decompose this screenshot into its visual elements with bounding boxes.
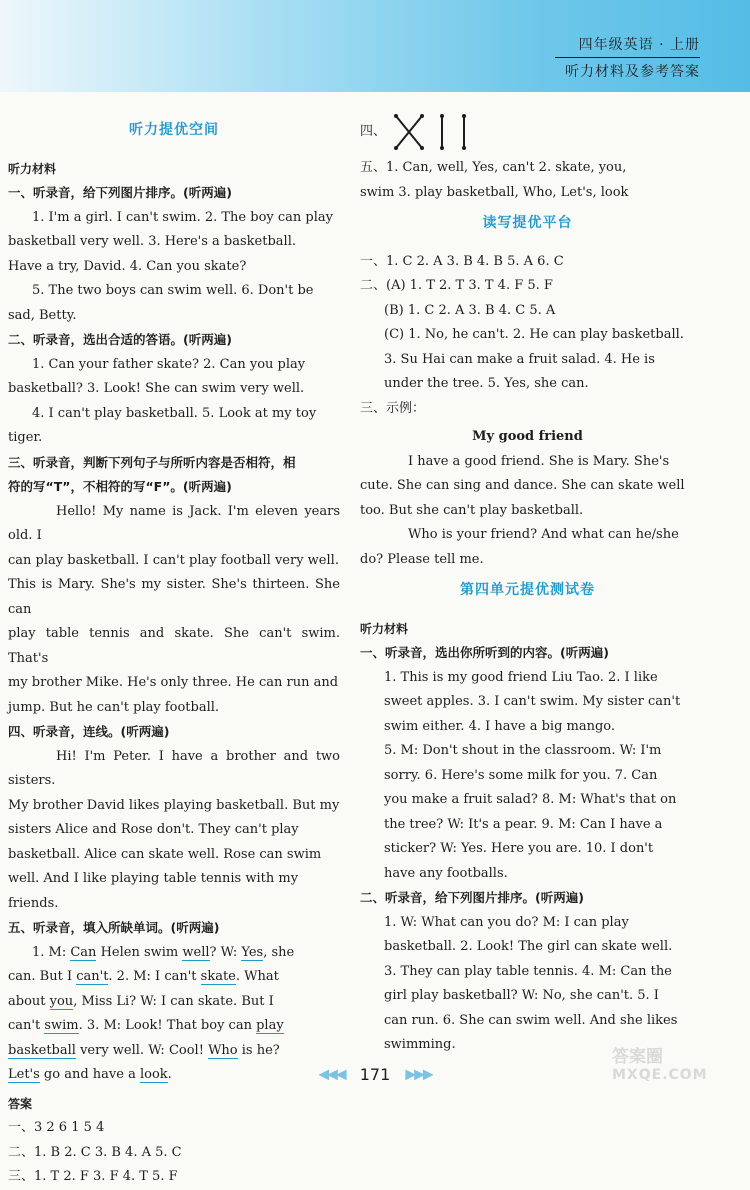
rw-line: under the tree. 5. Yes, she can. (384, 376, 589, 391)
answer-word: Yes (241, 944, 264, 960)
t1-line: 1. This is my good friend Liu Tao. 2. I like (384, 669, 658, 685)
header-rule (555, 57, 700, 58)
t2-heading: 二、听录音，给下列图片排序。(听两遍) (360, 890, 584, 905)
q3-line: jump. But he can't play football. (8, 699, 220, 715)
answer-word: skate (200, 969, 236, 984)
q2-line: 4. I can't play basketball. 5. Look at my toy (32, 405, 317, 421)
match-dot (394, 114, 398, 118)
page-header (555, 34, 700, 81)
q4-line: sisters Alice and Rose don't. They can't play (8, 822, 299, 837)
match-dot (440, 114, 444, 118)
q3-line: my brother Mike. He's only three. He can run and (8, 675, 339, 690)
match-dot (394, 146, 398, 150)
q2-line: basketball? 3. Look! She can swim very well. (8, 381, 305, 396)
q5-answer-line: swim 3. play basketball, Who, Let's, look (360, 184, 629, 200)
q2-line: tiger. (8, 430, 43, 445)
q3-heading: 三、听录音，判断下列句子与所听内容是否相符，相 (8, 454, 296, 470)
q4-line: My brother David likes playing basketball. But my (8, 797, 340, 813)
watermark-text: 答案圈 (612, 1047, 663, 1067)
left-column (8, 112, 340, 1190)
section-title: 听力材料及参考答案 (565, 64, 700, 80)
q3-heading-cont: 符的写“T”，不相符的写“F”。(听两遍) (8, 479, 232, 494)
match-dot (462, 114, 466, 118)
t1-line: 5. M: Don't shout in the classroom. W: I'm (384, 743, 662, 758)
listening-section-title: 听力提优空间 (129, 122, 219, 138)
essay-line: I have a good friend. She is Mary. She's (408, 453, 670, 469)
q1-line: Have a try, David. 4. Can you skate? (8, 258, 247, 274)
t1-line: swim either. 4. I have a big mango. (384, 718, 616, 734)
essay-line: cute. She can sing and dance. She can skate well (360, 478, 685, 493)
q4-line: well. And I like playing table tennis with my (8, 871, 299, 886)
q1-line: 5. The two boys can swim well. 6. Don't be (32, 283, 314, 298)
t1-heading: 一、听录音，选出你所听到的内容。(听两遍) (360, 645, 609, 660)
t1-line: the tree? W: It's a pear. 9. M: Can I have a (384, 816, 663, 832)
answers-label: 答案 (8, 1096, 33, 1111)
rw-line: 二、(A) 1. T 2. T 3. T 4. F 5. F (360, 278, 553, 293)
t2-line: basketball. 2. Look! The girl can skate well. (384, 939, 673, 954)
essay-title: My good friend (472, 429, 583, 444)
match-dot (462, 146, 466, 150)
q5-answer-line: 五、1. Can, well, Yes, can't 2. skate, you, (360, 160, 627, 175)
q2-heading: 二、听录音，选出合适的答语。(听两遍) (8, 332, 232, 347)
watermark-url: MXQE.COM (612, 1067, 708, 1083)
q5-line: 1. M: Can Helen swim well? W: Yes, she (32, 944, 295, 960)
t1-line: sticker? W: Yes. Here you are. 10. I don't (384, 841, 654, 856)
answer-word: Let's (8, 1067, 40, 1082)
match-dot (420, 146, 424, 150)
essay-line: Who is your friend? And what can he/she (408, 527, 679, 542)
match-dot (440, 146, 444, 150)
q3-line: can play basketball. I can't play football very well. (8, 552, 339, 568)
q5-heading: 五、听录音，填入所缺单词。(听两遍) (8, 920, 220, 935)
t2-line: 3. They can play table tennis. 4. M: Can the (384, 963, 672, 979)
t2-line: can run. 6. She can swim well. And she likes (384, 1012, 678, 1028)
t1-line: sorry. 6. Here's some milk for you. 7. Can (384, 767, 658, 783)
q4-line: friends. (8, 895, 59, 911)
q1-line: 1. I'm a girl. I can't swim. 2. The boy can play (32, 209, 333, 225)
t2-line: 1. W: What can you do? M: I can play (384, 914, 629, 930)
q5-line: Let's go and have a look. (8, 1067, 172, 1082)
rw-line: (B) 1. C 2. A 3. B 4. C 5. A (384, 302, 556, 318)
q5-line: about you, Miss Li? W: I can skate. But I (8, 993, 274, 1009)
left-arrows-icon: ◀◀◀ (318, 1066, 345, 1083)
q5-line: basketball very well. W: Cool! Who is he? (8, 1042, 280, 1058)
answer-word: you (49, 993, 74, 1009)
q4-answer-row (360, 112, 695, 152)
t1-line: sweet apples. 3. I can't swim. My sister can't (384, 694, 681, 709)
q4-line: Hi! I'm Peter. I have a brother and two sisters. (8, 748, 340, 788)
answer-line: 一、3 2 6 1 5 4 (8, 1120, 105, 1135)
essay-line: too. But she can't play basketball. (360, 502, 584, 518)
q3-line: play table tennis and skate. She can't swim. That's (8, 626, 340, 666)
t2-line: swimming. (384, 1037, 456, 1052)
reading-writing-title: 读写提优平台 (482, 215, 573, 231)
q4-heading: 四、听录音，连线。(听两遍) (8, 724, 170, 739)
answer-word: play (256, 1018, 284, 1033)
match-dot (420, 114, 424, 118)
q1-line: sad, Betty. (8, 307, 77, 323)
answer-word: Can (70, 944, 97, 960)
t1-line: you make a fruit salad? 8. M: What's that on (384, 792, 677, 807)
answer-line: 二、1. B 2. C 3. B 4. A 5. C (8, 1144, 182, 1160)
book-title: 四年级英语 · 上册 (578, 37, 700, 53)
q5-line: can. But I can't. 2. M: I can't skate. What (8, 969, 279, 984)
listening-material-label: 听力材料 (360, 621, 409, 636)
answer-word: can't (76, 969, 109, 984)
unit-test-title: 第四单元提优测试卷 (460, 582, 595, 598)
answer-word: swim (44, 1018, 79, 1033)
answer-word: well (182, 944, 210, 960)
right-column (360, 112, 695, 1058)
q3-line: This is Mary. She's my sister. She's thirteen. She can (8, 577, 340, 617)
answer-word: basketball (8, 1042, 76, 1058)
matching-lines-graphic (392, 114, 472, 150)
answer-word: look (139, 1067, 168, 1082)
q4-answer-label: 四、 (360, 123, 387, 139)
watermark-logo (612, 1048, 708, 1084)
rw-line: (C) 1. No, he can't. 2. He can play basketball. (384, 327, 684, 342)
rw-line: 一、1. C 2. A 3. B 4. B 5. A 6. C (360, 253, 564, 269)
right-arrows-icon: ▶▶▶ (405, 1066, 432, 1083)
essay-line: do? Please tell me. (360, 551, 484, 567)
rw-line: 三、示例： (360, 400, 426, 416)
q1-heading: 一、听录音，给下列图片排序。(听两遍) (8, 185, 232, 200)
t1-line: have any footballs. (384, 865, 508, 881)
q3-line: Hello! My name is Jack. I'm eleven years old. I (8, 503, 340, 543)
rw-line: 3. Su Hai can make a fruit salad. 4. He is (384, 351, 655, 367)
q2-line: 1. Can your father skate? 2. Can you play (32, 356, 306, 372)
listening-material-label: 听力材料 (8, 161, 57, 176)
t2-line: girl play basketball? W: No, she can't. 5. I (384, 988, 659, 1003)
page-number: 171 (359, 1065, 391, 1084)
q1-line: basketball very well. 3. Here's a basketball. (8, 234, 296, 249)
q5-line: can't swim. 3. M: Look! That boy can play (8, 1018, 284, 1033)
answer-line: 三、1. T 2. F 3. F 4. T 5. F (8, 1169, 178, 1184)
q4-line: basketball. Alice can skate well. Rose can swim (8, 846, 322, 862)
answer-word: Who (208, 1042, 238, 1058)
